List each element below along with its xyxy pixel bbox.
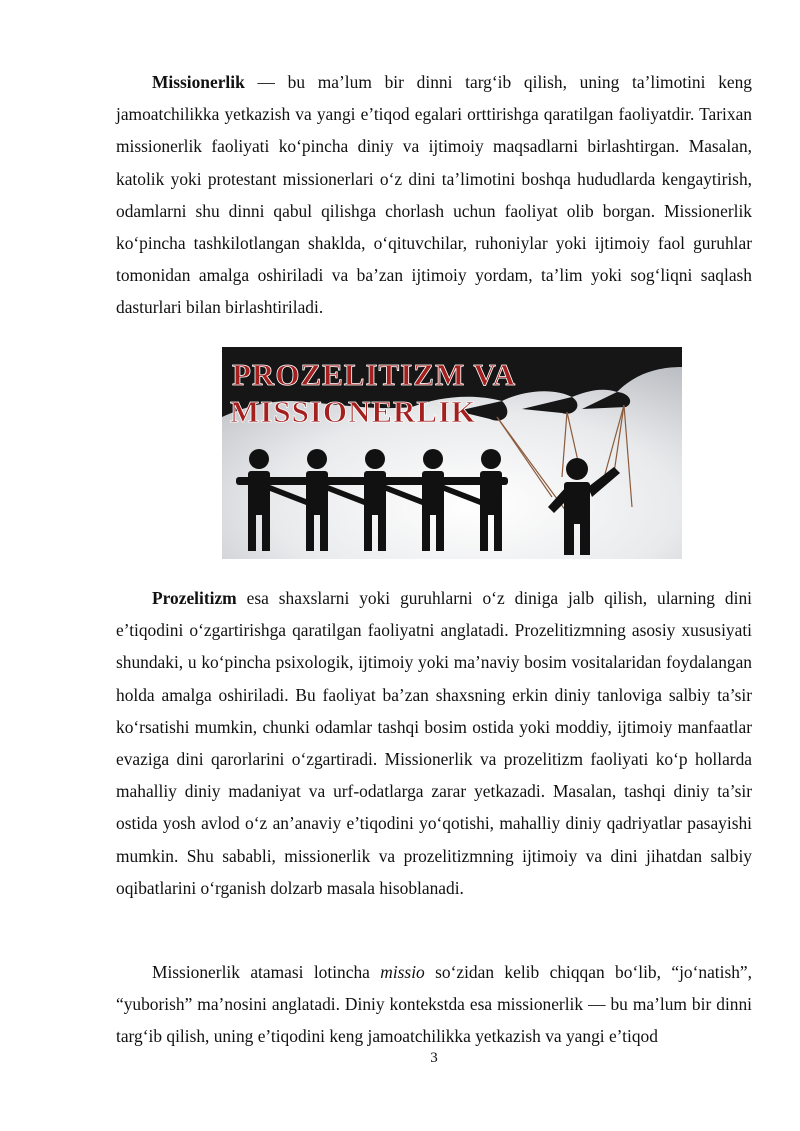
paragraph-text-start: Missionerlik atamasi lotincha	[152, 962, 381, 982]
figure-title-line1: PROZELITIZM VA	[232, 357, 517, 392]
term-missionerlik: Missionerlik	[152, 72, 245, 92]
paragraph-prozelitizm	[116, 582, 752, 904]
paragraph-text: — bu ma’lum bir dinni targ‘ib qilish, uning ta’limotini keng jamoatchilikka yetkazish va yangi e’tiqod egalari orttirishga qaratilgan faoliyatdir. Tarixan missionerlik faoliyati ko‘pincha diniy va ijtimoiy maqsadlarni birlashtirgan. Masalan, katolik yoki protestant missionerlari o‘z dini ta’limotini boshqa hududlarda kengaytirish, odamlarni shu dinni qabul qilishga chorlash uchun faoliyat olib borgan. Missionerlik ko‘pincha tashkilotlangan shaklda, o‘qituvchilar, ruhoniylar yoki ijtimoiy faol guruhlar tomonidan amalga oshiriladi va ba’zan ijtimoiy yordam, ta’lim yoki sog‘liqni saqlash dasturlari bilan birlashtiriladi.	[116, 72, 752, 318]
paragraph-missionerlik	[116, 66, 752, 324]
paragraph-text: esa shaxslarni yoki guruhlarni o‘z diniga jalb qilish, ularning dini e’tiqodini o‘zgartirishga qaratilgan faoliyatni anglatadi. Prozelitizmning asosiy xususiyati shundaki, u ko‘pincha psixologik, ijtimoiy yoki ma’naviy bosim vositalaridan foydalangan holda amalga oshiriladi. Bu faoliyat ba’zan shaxsning erkin diniy tanloviga salbiy ta’sir ko‘rsatishi mumkin, chunki odamlar tashqi bosim ostida yoki moddiy, ijtimoiy manfaatlar evaziga dini qarorlarini o‘zgartiradi. Missionerlik va prozelitizm faoliyati ko‘p hollarda mahalliy diniy madaniyat va urf-odatlarga zarar yetkazadi. Masalan, tashqi diniy ta’sir ostida yosh avlod o‘z an’anaviy e’tiqodini yo‘qotishi, mahalliy diniy qadriyatlar pasayishi mumkin. Shu sababli, missionerlik va prozelitizmning ijtimoiy va dini jihatdan salbiy oqibatlarini o‘rganish dolzarb masala hisoblanadi.	[116, 588, 752, 898]
paragraph-text-end: so‘zidan kelib chiqqan bo‘lib, “jo‘natish”, “yuborish” ma’nosini anglatadi. Diniy kontekstda esa missionerlik — bu ma’lum bir dinni targ‘ib qilish, uning e’tiqodini keng jamoatchilikka yetkazish va yangi e’tiqod	[116, 962, 752, 1047]
figure-prozelitizm-missionerlik	[222, 347, 682, 559]
linked-arms	[236, 477, 508, 485]
term-prozelitizm: Prozelitizm	[152, 588, 237, 608]
paragraph-etymology	[116, 956, 752, 1053]
figure-illustration	[222, 347, 682, 559]
figure-title-line2: MISSIONERLIK	[230, 394, 477, 429]
term-missio: missio	[380, 962, 425, 982]
page-number: 3	[430, 1050, 438, 1066]
